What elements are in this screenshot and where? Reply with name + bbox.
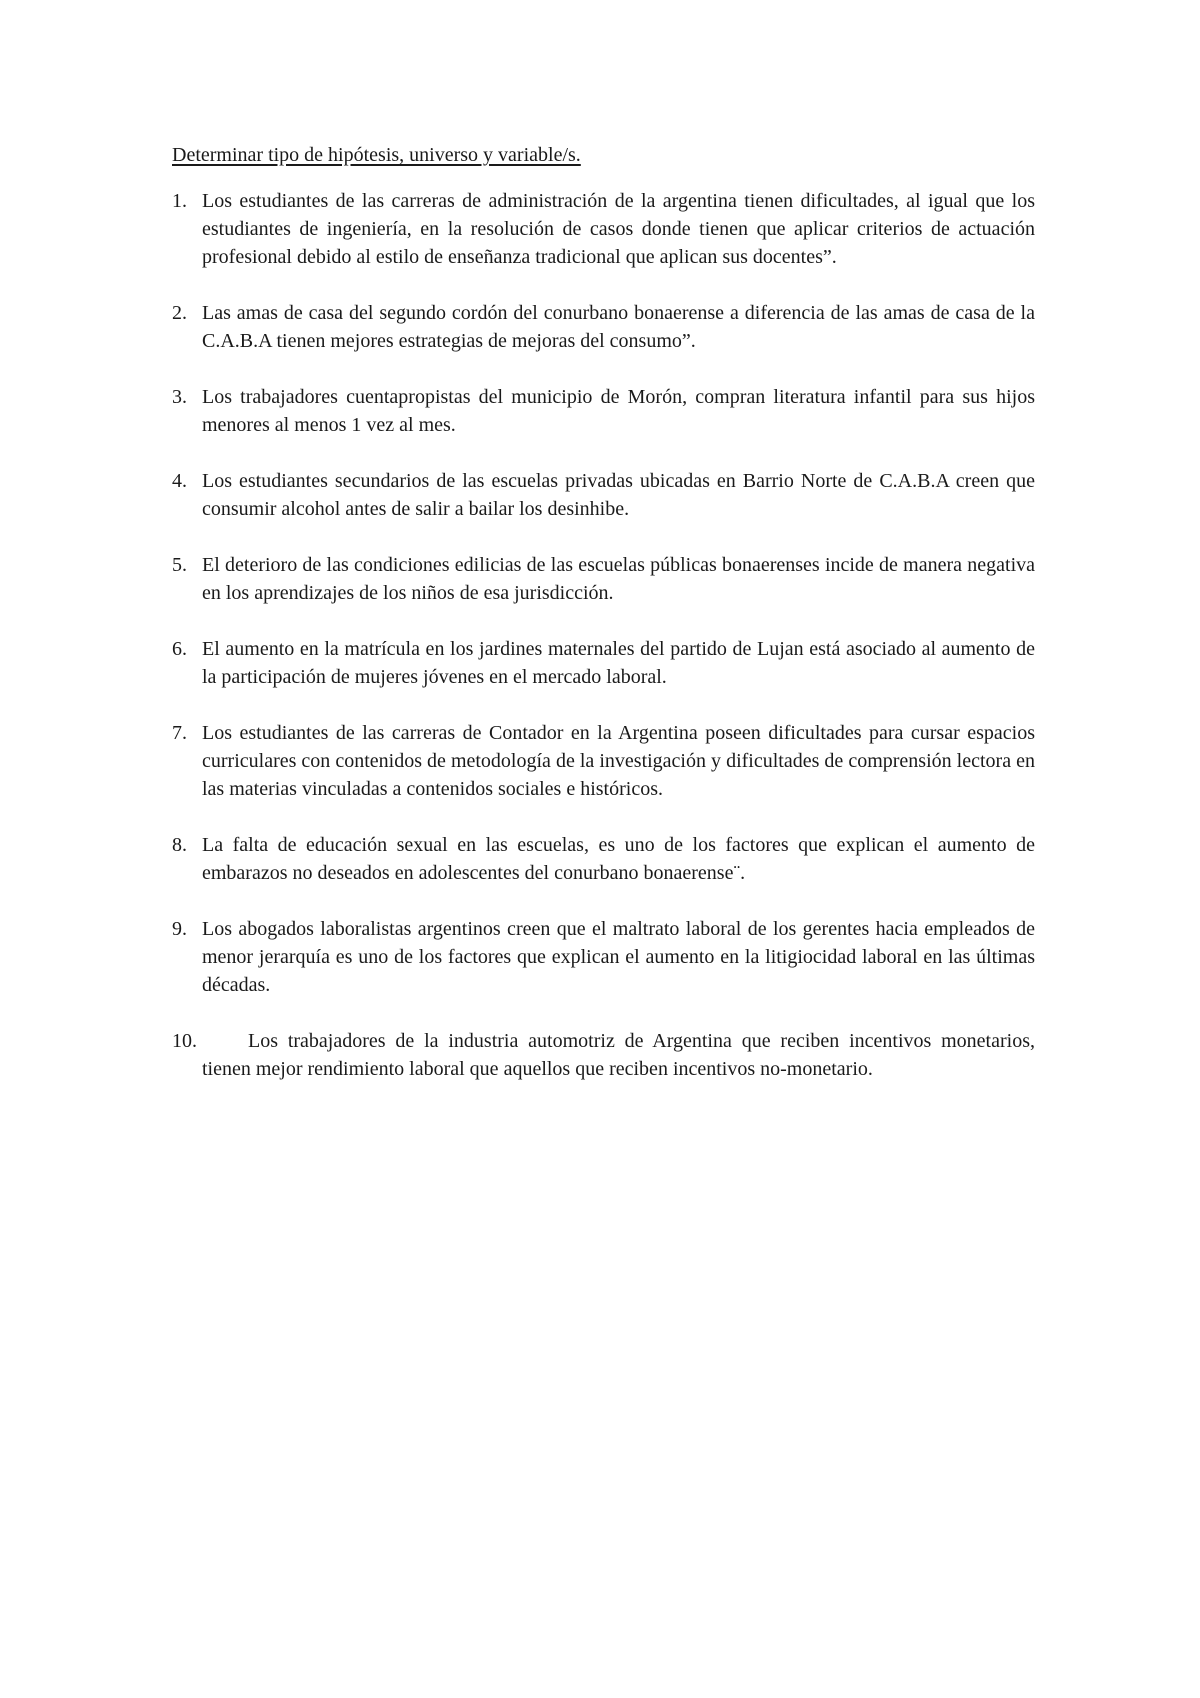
item-text: La falta de educación sexual en las escuelas, es uno de los factores que explican el aumento de embarazos no deseados en adolescentes del conurbano bonaerense¨.	[202, 834, 1035, 884]
item-text: El deterioro de las condiciones edilicias de las escuelas públicas bonaerenses incide de manera negativa en los aprendizajes de los niños de esa jurisdicción.	[202, 554, 1035, 604]
item-number: 3.	[172, 386, 187, 408]
item-text: Los abogados laboralistas argentinos creen que el maltrato laboral de los gerentes hacia empleados de menor jerarquía es uno de los factores que explican el aumento en la litigiocidad laboral en las últimas décadas.	[202, 918, 1035, 996]
item-number: 8.	[172, 834, 187, 856]
hypothesis-list	[172, 187, 1035, 1083]
item-text: Los trabajadores cuentapropistas del municipio de Morón, compran literatura infantil para sus hijos menores al menos 1 vez al mes.	[202, 386, 1035, 436]
item-number: 6.	[172, 638, 187, 660]
document-body	[172, 141, 1035, 1111]
item-text: Los estudiantes de las carreras de administración de la argentina tienen dificultades, al igual que los estudiantes de ingeniería, en la resolución de casos donde tienen que aplicar criterios de actuación profesional debido al estilo de enseñanza tradicional que aplican sus docentes”.	[202, 190, 1035, 268]
list-item	[172, 719, 1035, 803]
item-text: El aumento en la matrícula en los jardines maternales del partido de Lujan está asociado al aumento de la participación de mujeres jóvenes en el mercado laboral.	[202, 638, 1035, 688]
list-item	[172, 383, 1035, 439]
list-item	[172, 635, 1035, 691]
list-item	[172, 467, 1035, 523]
item-number: 7.	[172, 722, 187, 744]
item-text: Los estudiantes secundarios de las escuelas privadas ubicadas en Barrio Norte de C.A.B.A creen que consumir alcohol antes de salir a bailar los desinhibe.	[202, 470, 1035, 520]
item-number: 2.	[172, 302, 187, 324]
item-number: 1.	[172, 190, 187, 212]
list-item	[172, 1027, 1035, 1083]
item-text: Los trabajadores de la industria automotriz de Argentina que reciben incentivos monetarios, tienen mejor rendimiento laboral que aquellos que reciben incentivos no-monetario.	[202, 1030, 1035, 1080]
page-title: Determinar tipo de hipótesis, universo y variable/s.	[172, 144, 581, 166]
list-item	[172, 831, 1035, 887]
list-item	[172, 299, 1035, 355]
list-item	[172, 187, 1035, 271]
item-number: 9.	[172, 918, 187, 940]
item-text: Las amas de casa del segundo cordón del conurbano bonaerense a diferencia de las amas de casa de la C.A.B.A tienen mejores estrategias de mejoras del consumo”.	[202, 302, 1035, 352]
item-text: Los estudiantes de las carreras de Contador en la Argentina poseen dificultades para cursar espacios curriculares con contenidos de metodología de la investigación y dificultades de comprensión lectora en las materias vinculadas a contenidos sociales e históricos.	[202, 722, 1035, 800]
item-number: 5.	[172, 554, 187, 576]
list-item	[172, 551, 1035, 607]
list-item	[172, 915, 1035, 999]
item-number: 4.	[172, 470, 187, 492]
item-number: 10.	[172, 1030, 197, 1052]
